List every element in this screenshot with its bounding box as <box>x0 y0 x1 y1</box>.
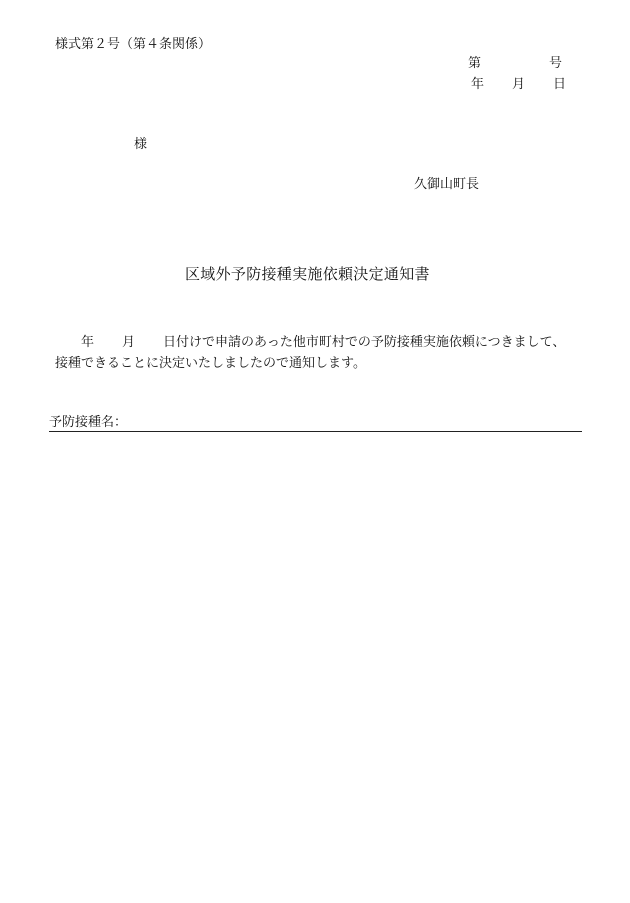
issuer-name: 久御山町長 <box>414 177 480 192</box>
date-month-label: 月 <box>512 77 526 92</box>
vaccine-name-label: 予防接種名： <box>49 415 128 430</box>
document-title: 区域外予防接種実施依頼決定通知書 <box>185 265 430 283</box>
addressee-honorific: 様 <box>134 137 148 152</box>
form-number: 様式第２号（第４条関係） <box>55 37 212 52</box>
body-year-label: 年 <box>81 335 95 350</box>
body-line-1-text: 日付けで申請のあった他市町村での予防接種実施依頼につきまして、 <box>163 335 566 350</box>
body-month-label: 月 <box>122 335 136 350</box>
body-line-1 <box>55 336 565 349</box>
date-day-label: 日 <box>553 77 567 92</box>
date-year-label: 年 <box>471 77 485 92</box>
vaccine-name-field <box>49 416 582 432</box>
document-number-suffix: 号 <box>549 56 563 71</box>
document-number-prefix: 第 <box>468 56 482 71</box>
body-line-2: 接種できることに決定いたしましたので通知します。 <box>55 356 366 371</box>
